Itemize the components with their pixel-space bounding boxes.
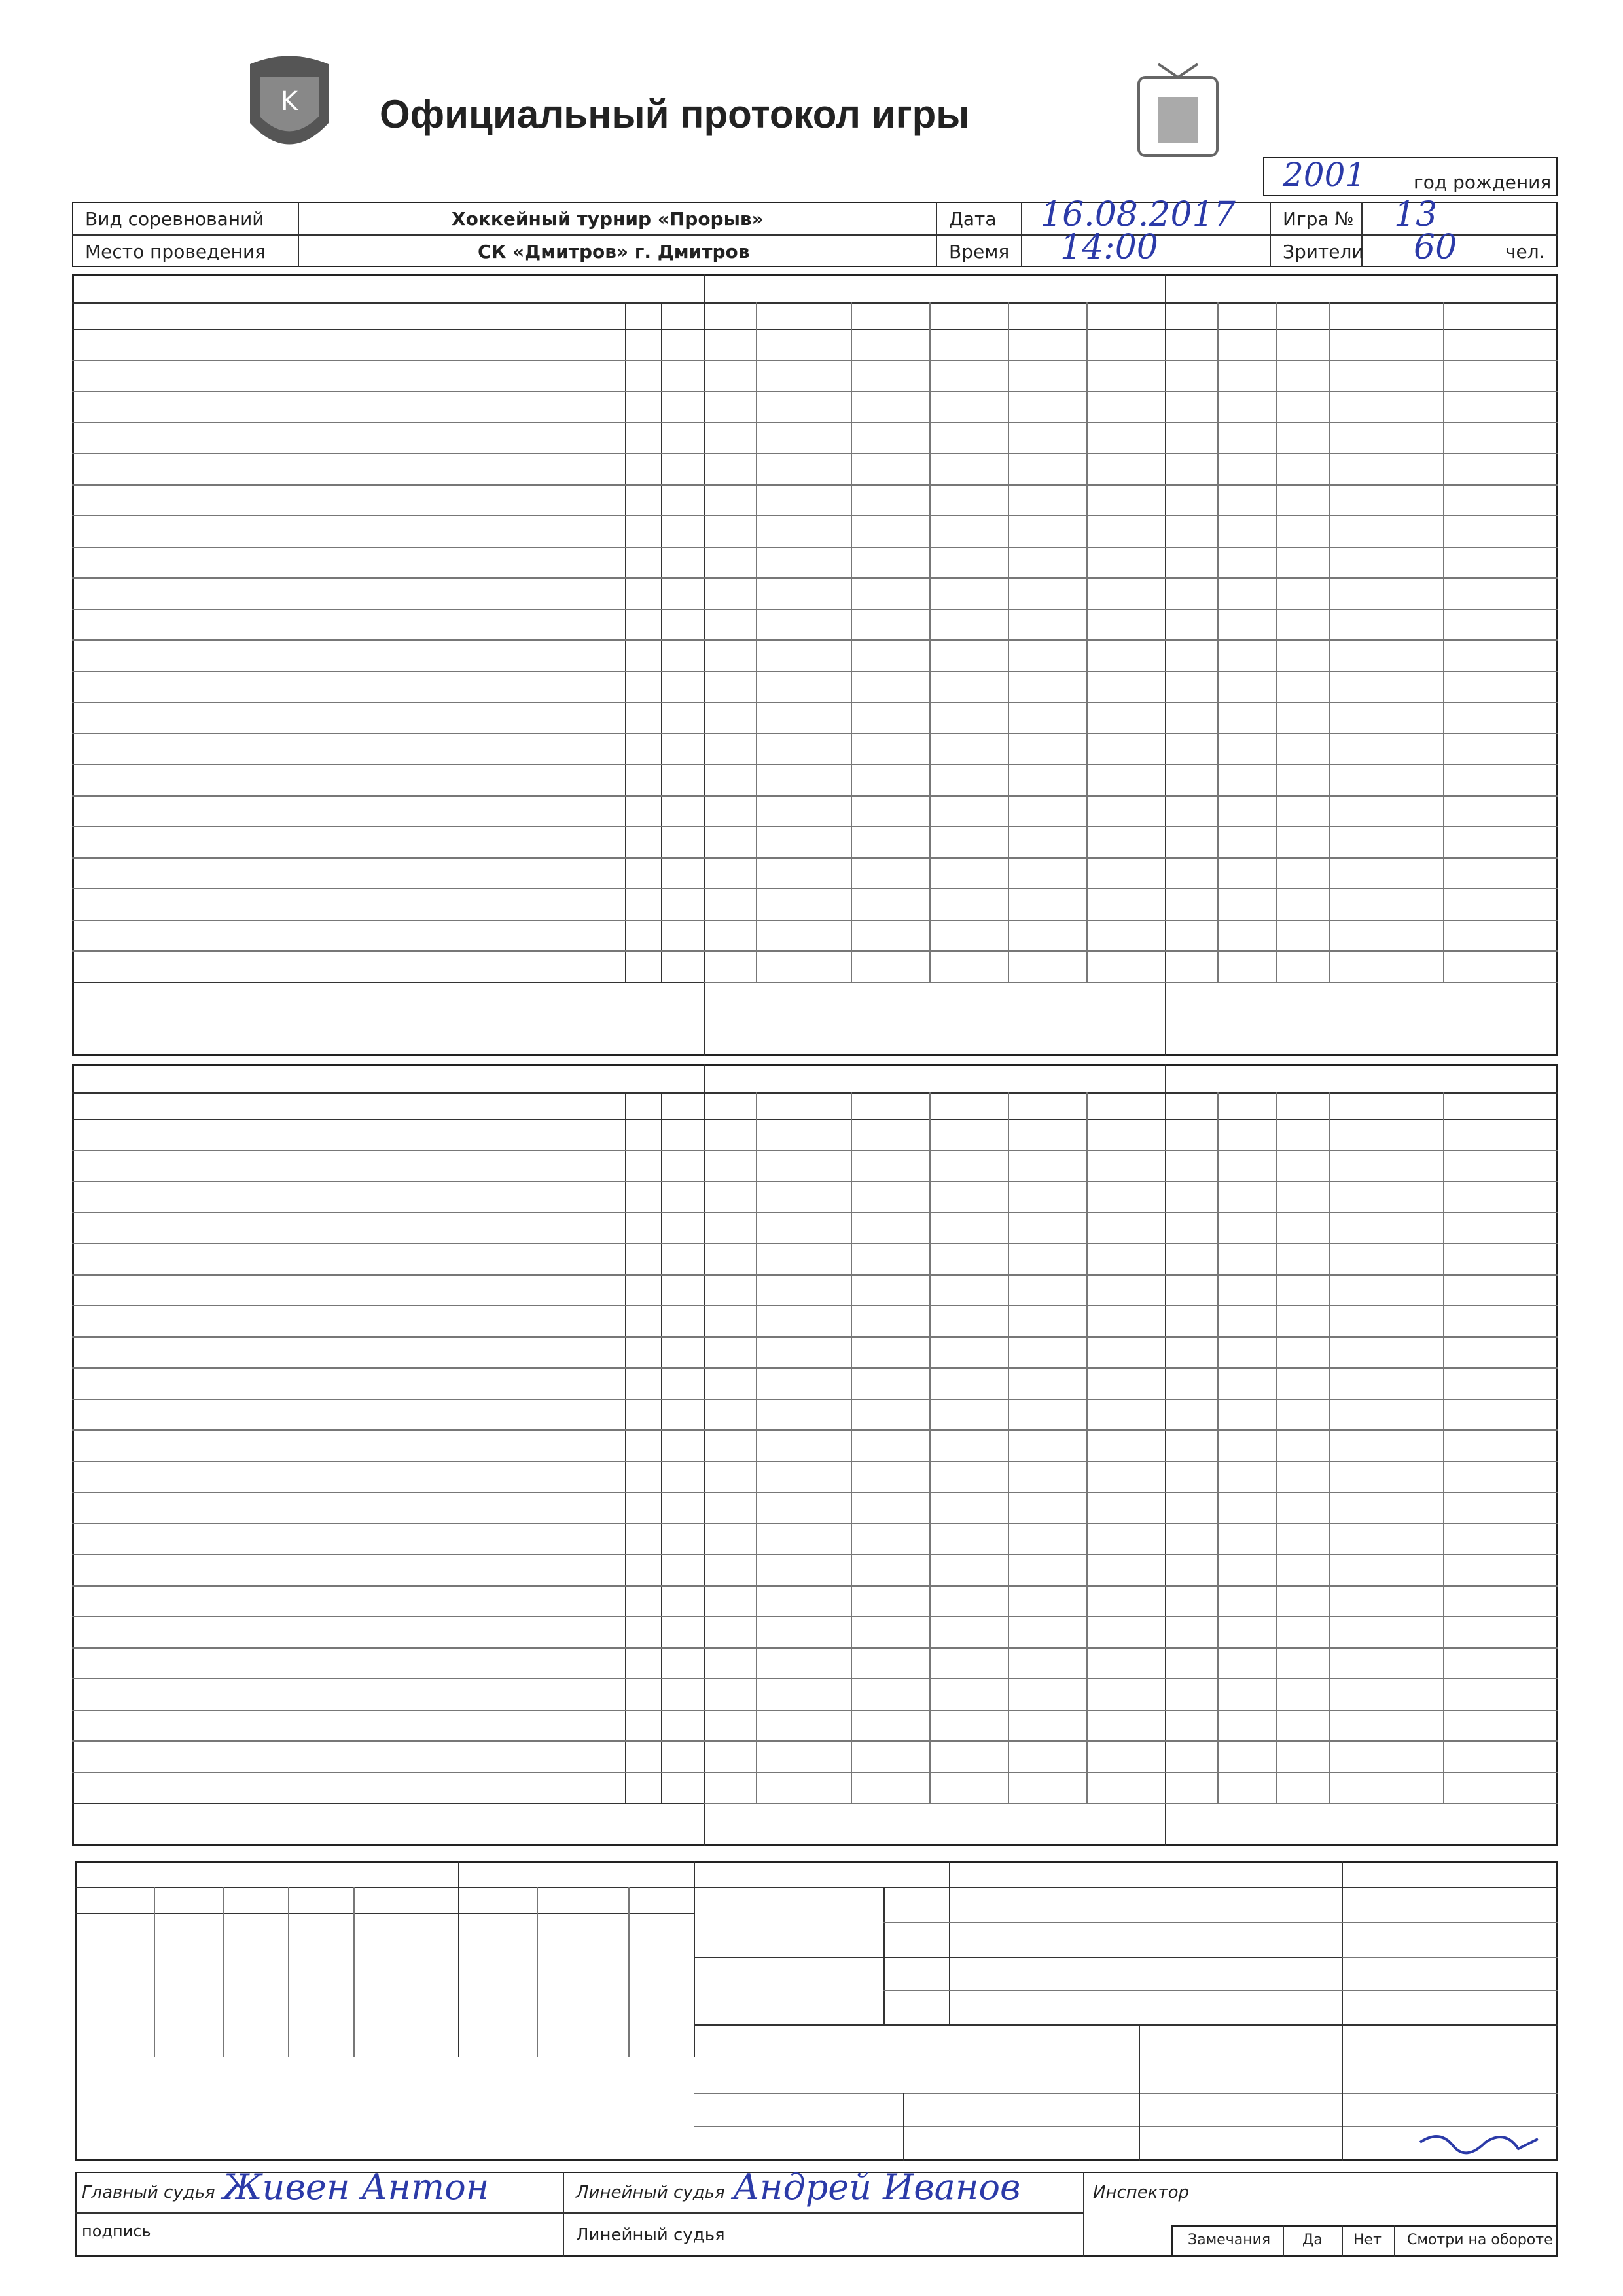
remarks-label: Замечания [1188,2232,1271,2248]
game-no-label: Игра № [1283,208,1354,230]
date-label: Дата [949,208,997,230]
summary-box [75,1861,1558,2161]
svg-text:K: K [280,86,298,117]
spectators-label: Зрители [1283,241,1364,262]
venue-label: Место проведения [85,241,266,262]
remarks-no: Нет [1353,2232,1382,2248]
main-ref-value: Живен Антон [223,2166,490,2208]
game-no-value: 13 [1394,195,1438,234]
competition-value: Хоккейный турнир «Прорыв» [452,208,764,230]
spectators-value: 60 [1414,228,1457,267]
main-ref-label: Главный судья [82,2183,215,2202]
spectators-unit: чел. [1505,241,1545,262]
year-value: 2001 [1283,156,1366,194]
time-label: Время [949,241,1010,262]
coat-of-arms-logo [1132,58,1224,162]
page-title: Официальный протокол игры [380,92,970,136]
date-value: 16.08.2017 [1041,195,1236,234]
linesman1-label: Линейный судья [576,2183,725,2202]
year-label: год рождения [1414,171,1552,193]
see-back-label: Смотри на обороте [1407,2232,1553,2248]
linesman2-label: Линейный судья [576,2225,725,2245]
inspector-label: Инспектор [1093,2183,1189,2202]
time-value: 14:00 [1060,228,1158,267]
venue-value: СК «Дмитров» г. Дмитров [478,241,750,262]
sign2-label: подпись [82,2222,151,2240]
linesman1-value: Андрей Иванов [733,2166,1021,2208]
remarks-yes: Да [1302,2232,1323,2248]
secretary-signature [1414,2123,1544,2162]
competition-label: Вид соревнований [85,208,264,230]
federation-logo [243,51,335,162]
